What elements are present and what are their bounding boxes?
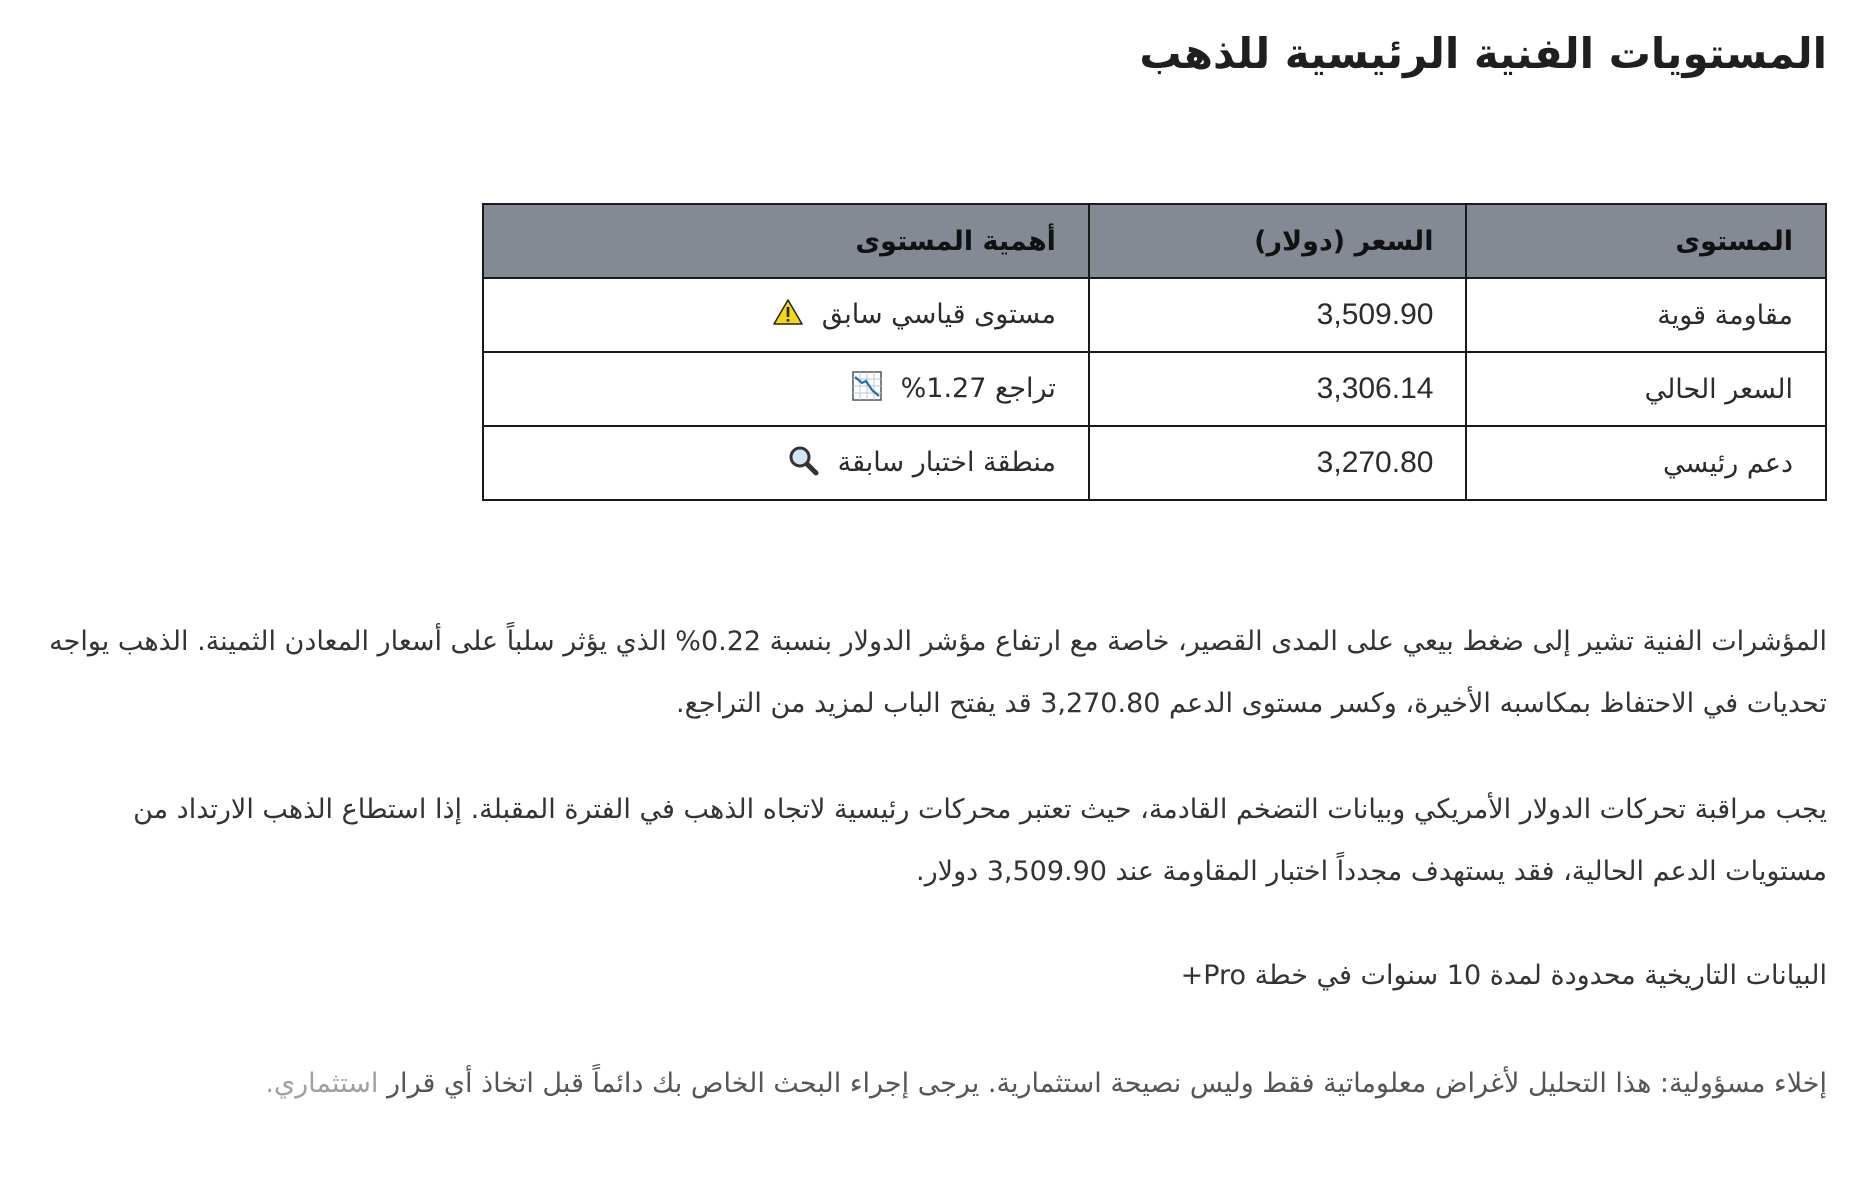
disclaimer [38,1053,1827,1115]
cell-significance [483,426,1089,500]
warning-icon [773,298,803,333]
cell-level: مقاومة قوية [1466,278,1826,352]
historical-data-note: البيانات التاريخية محدودة لمدة 10 سنوات في خطة Pro+ [1180,960,1827,991]
cell-significance [483,352,1089,426]
chart-down-icon [852,371,882,408]
disclaimer-text: إخلاء مسؤولية: هذا التحليل لأغراض معلوماتية فقط وليس نصيحة استثمارية. يرجى إجراء البحث الخاص بك دائماً قبل اتخاذ أي قرار [387,1068,1827,1099]
cell-significance [483,278,1089,352]
cell-price: 3,270.80 [1089,426,1467,500]
levels-table [482,203,1827,501]
significance-text: مستوى قياسي سابق [821,298,1056,330]
significance-text: منطقة اختبار سابقة [837,446,1056,478]
cell-price: 3,509.90 [1089,278,1467,352]
table-row [483,352,1826,426]
analysis-paragraph-1: المؤشرات الفنية تشير إلى ضغط بيعي على المدى القصير، خاصة مع ارتفاع مؤشر الدولار بنسبة 0.22% الذي يؤثر سلباً على أسعار المعادن الثمينة. الذهب يواجه تحديات في الاحتفاظ بمكاسبه الأخيرة، وكسر مستوى الدعم 3,270.80 قد يفتح الباب لمزيد من التراجع. [49,626,1827,719]
table-header-row [483,204,1826,278]
magnifier-icon [787,444,819,483]
significance-text: تراجع 1.27% [900,372,1056,404]
header-level: المستوى [1466,204,1826,278]
analysis-paragraph-2: يجب مراقبة تحركات الدولار الأمريكي وبيانات التضخم القادمة، حيث تعتبر محركات رئيسية لاتجاه الذهب في الفترة المقبلة. إذا استطاع الذهب الارتداد من مستويات الدعم الحالية، فقد يستهدف مجدداً اختبار المقاومة عند 3,509.90 دولار. [133,794,1827,887]
header-price: السعر (دولار) [1089,204,1467,278]
disclaimer-faded-text: استثماري. [265,1068,379,1099]
table-row [483,426,1826,500]
page-title: المستويات الفنية الرئيسية للذهب [1139,29,1827,78]
table-row [483,278,1826,352]
header-significance: أهمية المستوى [483,204,1089,278]
cell-level: دعم رئيسي [1466,426,1826,500]
cell-level: السعر الحالي [1466,352,1826,426]
cell-price: 3,306.14 [1089,352,1467,426]
